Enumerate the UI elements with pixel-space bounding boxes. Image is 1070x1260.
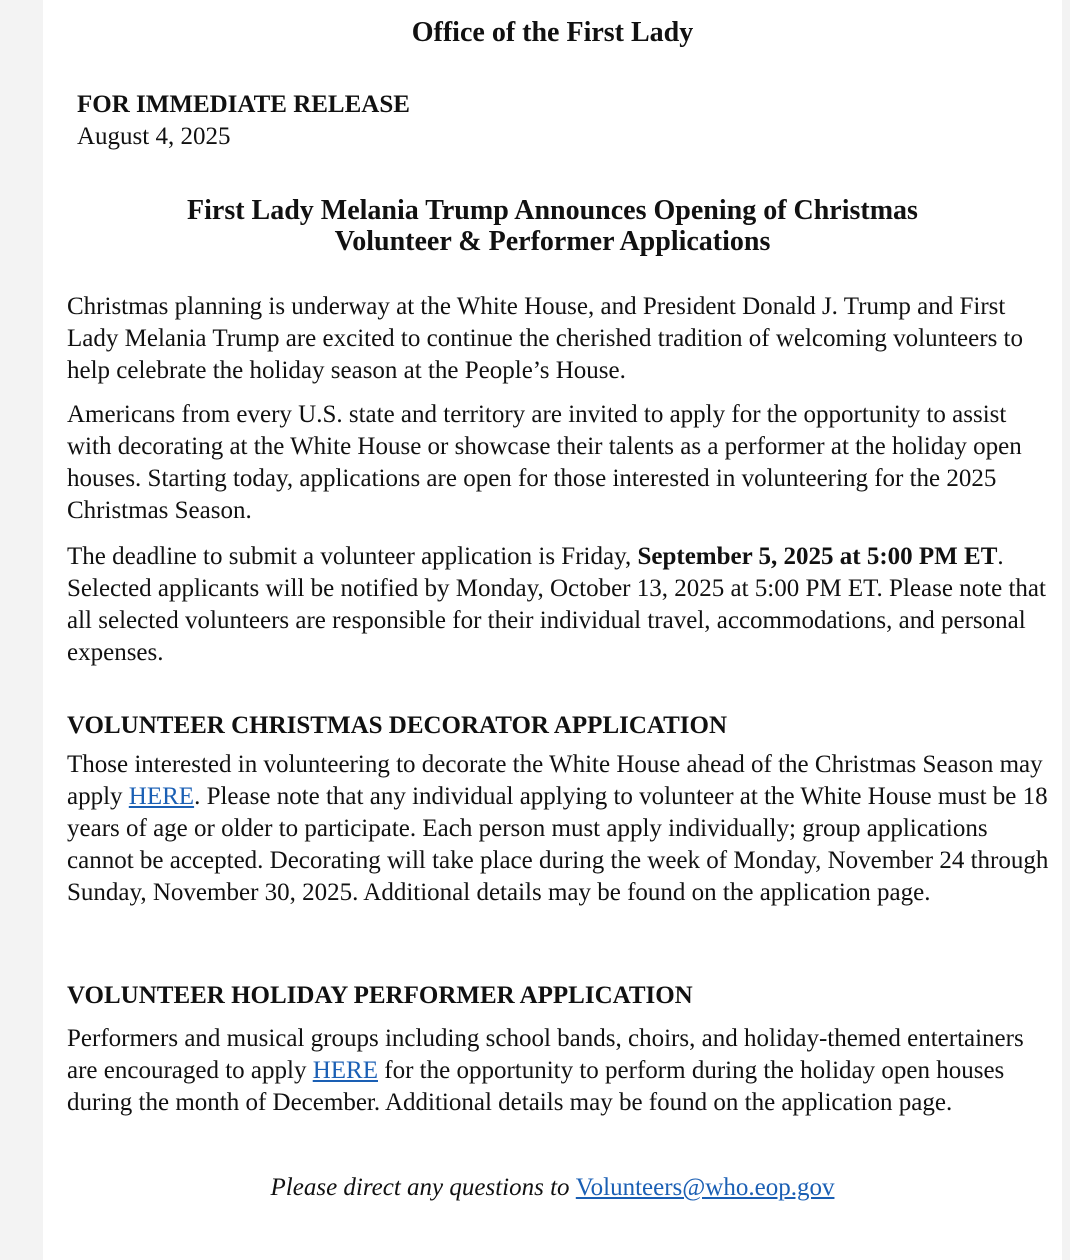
performer-heading: VOLUNTEER HOLIDAY PERFORMER APPLICATION bbox=[67, 982, 693, 1009]
release-label: FOR IMMEDIATE RELEASE bbox=[77, 91, 410, 118]
performer-apply-link[interactable]: HERE bbox=[312, 1057, 378, 1084]
decorator-paragraph bbox=[67, 749, 1057, 909]
paragraph-invitation: Americans from every U.S. state and territory are invited to apply for the opportunity to assist with decorating at the White House or showcase their talents as a performer at the holiday open houses. Starting today, applications are open for those interested in volunteering for the 2025 Christmas Season. bbox=[67, 401, 1022, 524]
decorator-heading: VOLUNTEER CHRISTMAS DECORATOR APPLICATION bbox=[67, 712, 728, 739]
closing-text: Please direct any questions to bbox=[270, 1174, 576, 1201]
decorator-apply-link[interactable]: HERE bbox=[128, 783, 195, 810]
deadline-text-before: The deadline to submit a volunteer application is Friday, bbox=[67, 543, 638, 570]
closing-line bbox=[43, 1172, 1062, 1204]
volunteers-email-link[interactable]: Volunteers@who.eop.gov bbox=[575, 1174, 835, 1201]
office-title: Office of the First Lady bbox=[411, 17, 694, 48]
headline-line-2: Volunteer & Performer Applications bbox=[334, 226, 771, 257]
performer-text-after: for the opportunity to perform during the holiday open houses during the month of December. Additional details may be found on the application page. bbox=[67, 1057, 1005, 1116]
performer-paragraph bbox=[67, 1023, 1057, 1119]
decorator-text-after: . Please note that any individual applying to volunteer at the White House must be 18 years of age or older to participate. Each person must apply individually; group applications cannot be accepted. Decorating will take place during the week of Monday, November 24 through Sunday, November 30, 2025. Additional details may be found on the application page. bbox=[67, 783, 1049, 906]
headline-line-1: First Lady Melania Trump Announces Opening of Christmas bbox=[187, 195, 918, 226]
headline bbox=[43, 195, 1062, 257]
deadline-text-after: . Selected applicants will be notified by Monday, October 13, 2025 at 5:00 PM ET. Please note that all selected volunteers are responsible for their individual travel, accommodations, and personal expenses. bbox=[67, 543, 1046, 666]
paragraph-intro: Christmas planning is underway at the White House, and President Donald J. Trump and First Lady Melania Trump are excited to continue the cherished tradition of welcoming volunteers to help celebrate the holiday season at the People’s House. bbox=[67, 293, 1023, 384]
deadline-date: September 5, 2025 at 5:00 PM ET bbox=[637, 543, 998, 570]
decorator-text-before: Those interested in volunteering to decorate the White House ahead of the Christmas Season may apply bbox=[67, 751, 1043, 810]
performer-text-before: Performers and musical groups including school bands, choirs, and holiday-themed entertainers are encouraged to apply bbox=[67, 1025, 1024, 1084]
document-page bbox=[43, 0, 1062, 1260]
paragraph-deadline bbox=[67, 541, 1057, 669]
release-date: August 4, 2025 bbox=[77, 123, 231, 150]
